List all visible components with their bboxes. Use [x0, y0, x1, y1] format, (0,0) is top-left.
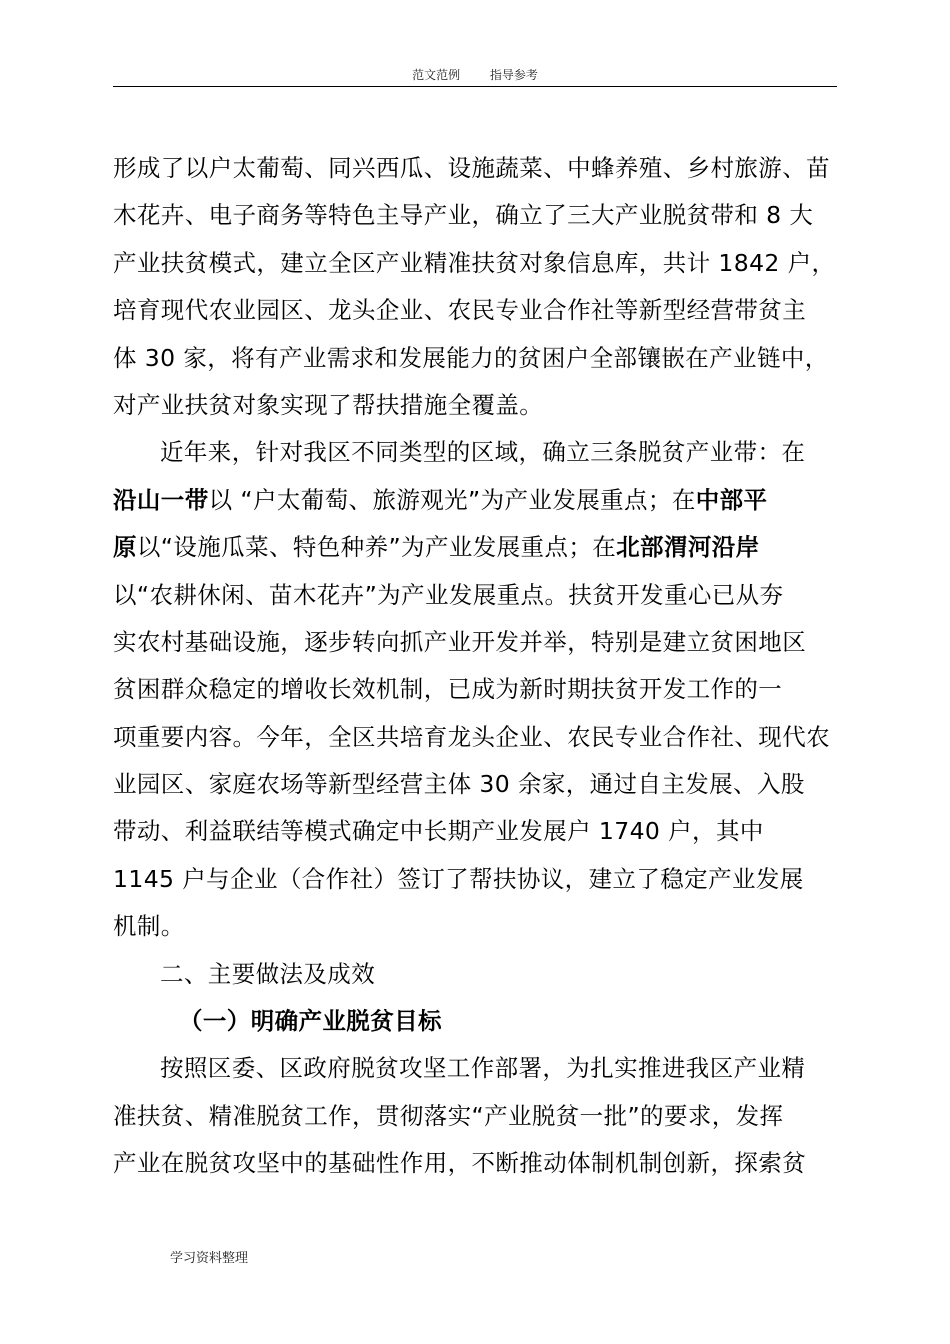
text-line: 按照区委、区政府脱贫攻坚工作部署，为扎实推进我区产业精 [160, 1054, 806, 1083]
text-line: 木花卉、电子商务等特色主导产业，确立了三大产业脱贫带和 8 大 [113, 201, 814, 230]
section-title: 二、主要做法及成效 [160, 959, 376, 988]
text-line: 产业在脱贫攻坚中的基础性作用，不断推动体制机制创新，探索贫 [113, 1149, 807, 1178]
text-line: 体 30 家，将有产业需求和发展能力的贫困户全部镶嵌在产业链中， [113, 343, 829, 372]
header-divider [113, 86, 837, 87]
text-line: 带动、利益联结等模式确定中长期产业发展户 1740 户，其中 [113, 817, 764, 846]
text-line: 准扶贫、精准脱贫工作，贯彻落实“产业脱贫一批”的要求，发挥 [113, 1101, 784, 1130]
text-line: 项重要内容。今年，全区共培育龙头企业、农民专业合作社、现代农 [113, 722, 830, 751]
bold-region-name: 北部渭河沿岸 [616, 533, 760, 562]
text-line: 1145 户与企业（合作社）签订了帮扶协议，建立了稳定产业发展 [113, 864, 804, 893]
text-span: 以“设施瓜菜、特色种养”为产业发展重点；在 [136, 533, 617, 562]
page-header [113, 66, 837, 86]
paragraph-2 [113, 429, 840, 950]
document-body [113, 145, 840, 1188]
text-line: 贫困群众稳定的增收长效机制，已成为新时期扶贫开发工作的一 [113, 675, 783, 704]
text-line: 机制。 [113, 912, 185, 941]
text-line [113, 524, 840, 571]
subsection-title: （一）明确产业脱贫目标 [179, 1007, 442, 1036]
text-line: 对产业扶贫对象实现了帮扶措施全覆盖。 [113, 390, 544, 419]
bold-region-name: 沿山一带 [113, 485, 209, 514]
text-line: 形成了以户太葡萄、同兴西瓜、设施蔬菜、中蜂养殖、乡村旅游、苗 [113, 154, 830, 182]
text-line: 产业扶贫模式，建立全区产业精准扶贫对象信息库，共计 1842 户， [113, 248, 836, 277]
bold-region-name: 原 [113, 533, 137, 562]
page-footer: 学习资料整理 [170, 1251, 249, 1266]
text-line: 以“农耕休闲、苗木花卉”为产业发展重点。扶贫开发重心已从夯 [113, 580, 784, 609]
text-line: 业园区、家庭农场等新型经营主体 30 余家，通过自主发展、入股 [113, 770, 805, 799]
text-line: 近年来，针对我区不同类型的区域，确立三条脱贫产业带：在 [160, 438, 806, 467]
text-span: 以 “户太葡萄、旅游观光”为产业发展重点；在 [208, 485, 696, 514]
text-line: 实农村基础设施，逐步转向抓产业开发并举，特别是建立贫困地区 [113, 627, 807, 656]
text-line [113, 477, 840, 524]
bold-region-name: 中部平 [695, 485, 768, 514]
header-left-text: 范文范例 [412, 68, 461, 82]
paragraph-1 [113, 145, 840, 429]
paragraph-3 [113, 1045, 840, 1187]
text-line: 培育现代农业园区、龙头企业、农民专业合作社等新型经营带贫主 [113, 296, 807, 325]
header-right-text: 指导参考 [489, 68, 538, 82]
